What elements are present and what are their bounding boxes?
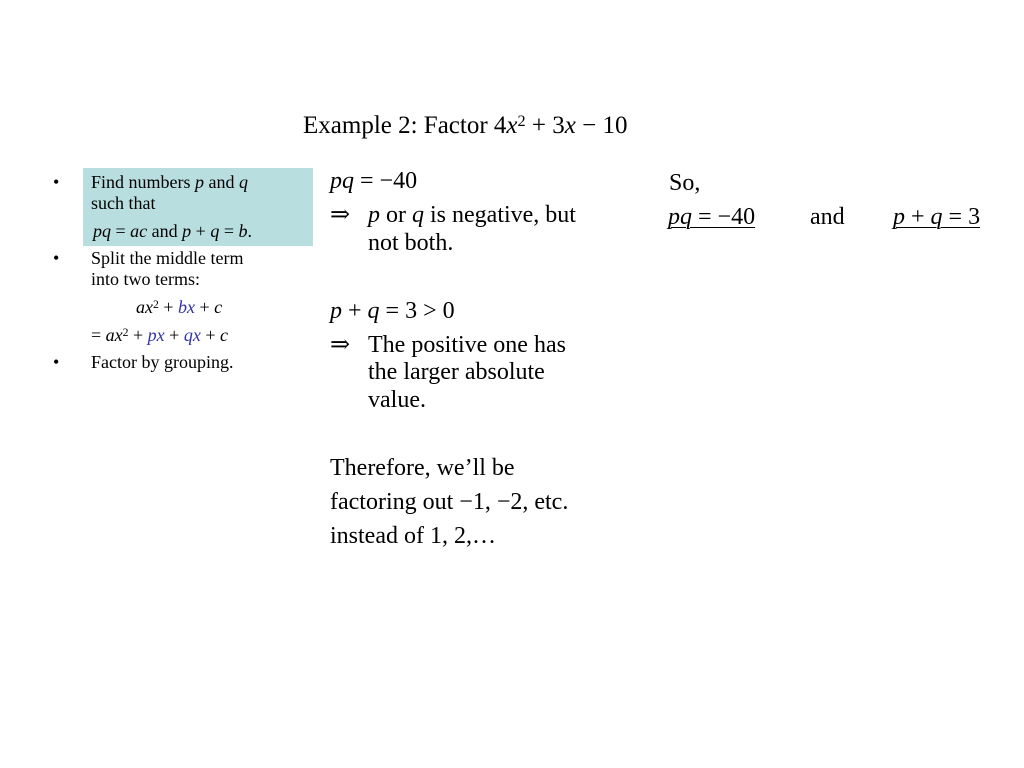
step2-line1: Split the middle term [91,248,244,268]
product-result: pq = −40 [668,204,756,230]
step2-line2: into two terms: [91,269,200,289]
bullet-marker: • [53,352,60,372]
and-label: and [810,204,845,230]
implication2-line2: the larger absolute [368,359,545,385]
step3-text: Factor by grouping. [91,352,234,372]
implies-icon: ⇒ [330,202,351,228]
step1-line2: such that [91,193,156,213]
bullet-marker: • [53,172,60,192]
sum-inequality: p + q = 3 > 0 [330,298,455,324]
implication2-line3: value. [368,387,426,413]
step2-split-expression: = $ax^2$ + px + qx + c [91,325,228,345]
step2-expression: $ax^2$ + bx + c [136,297,223,317]
implication1-line1: p or q is negative, but [368,202,576,228]
implication2-line1: The positive one has [368,332,566,358]
step1-line1: Find numbers p and q [91,172,249,192]
slide-title: Example 2: Factor $4x^2 + 3x - 10$ [303,111,628,139]
so-label: So, [669,170,701,196]
implication1-line2: not both. [368,230,454,256]
conclusion-line2: factoring out −1, −2, etc. [330,489,569,515]
step1-condition: pq = ac and p + q = b. [93,221,252,241]
implies-icon: ⇒ [330,332,351,358]
conclusion-line3: instead of 1, 2,… [330,523,496,549]
bullet-marker: • [53,248,60,268]
conclusion-line1: Therefore, we’ll be [330,455,515,481]
product-equation: pq = −40 [330,168,418,194]
sum-result: p + q = 3 [893,204,981,230]
